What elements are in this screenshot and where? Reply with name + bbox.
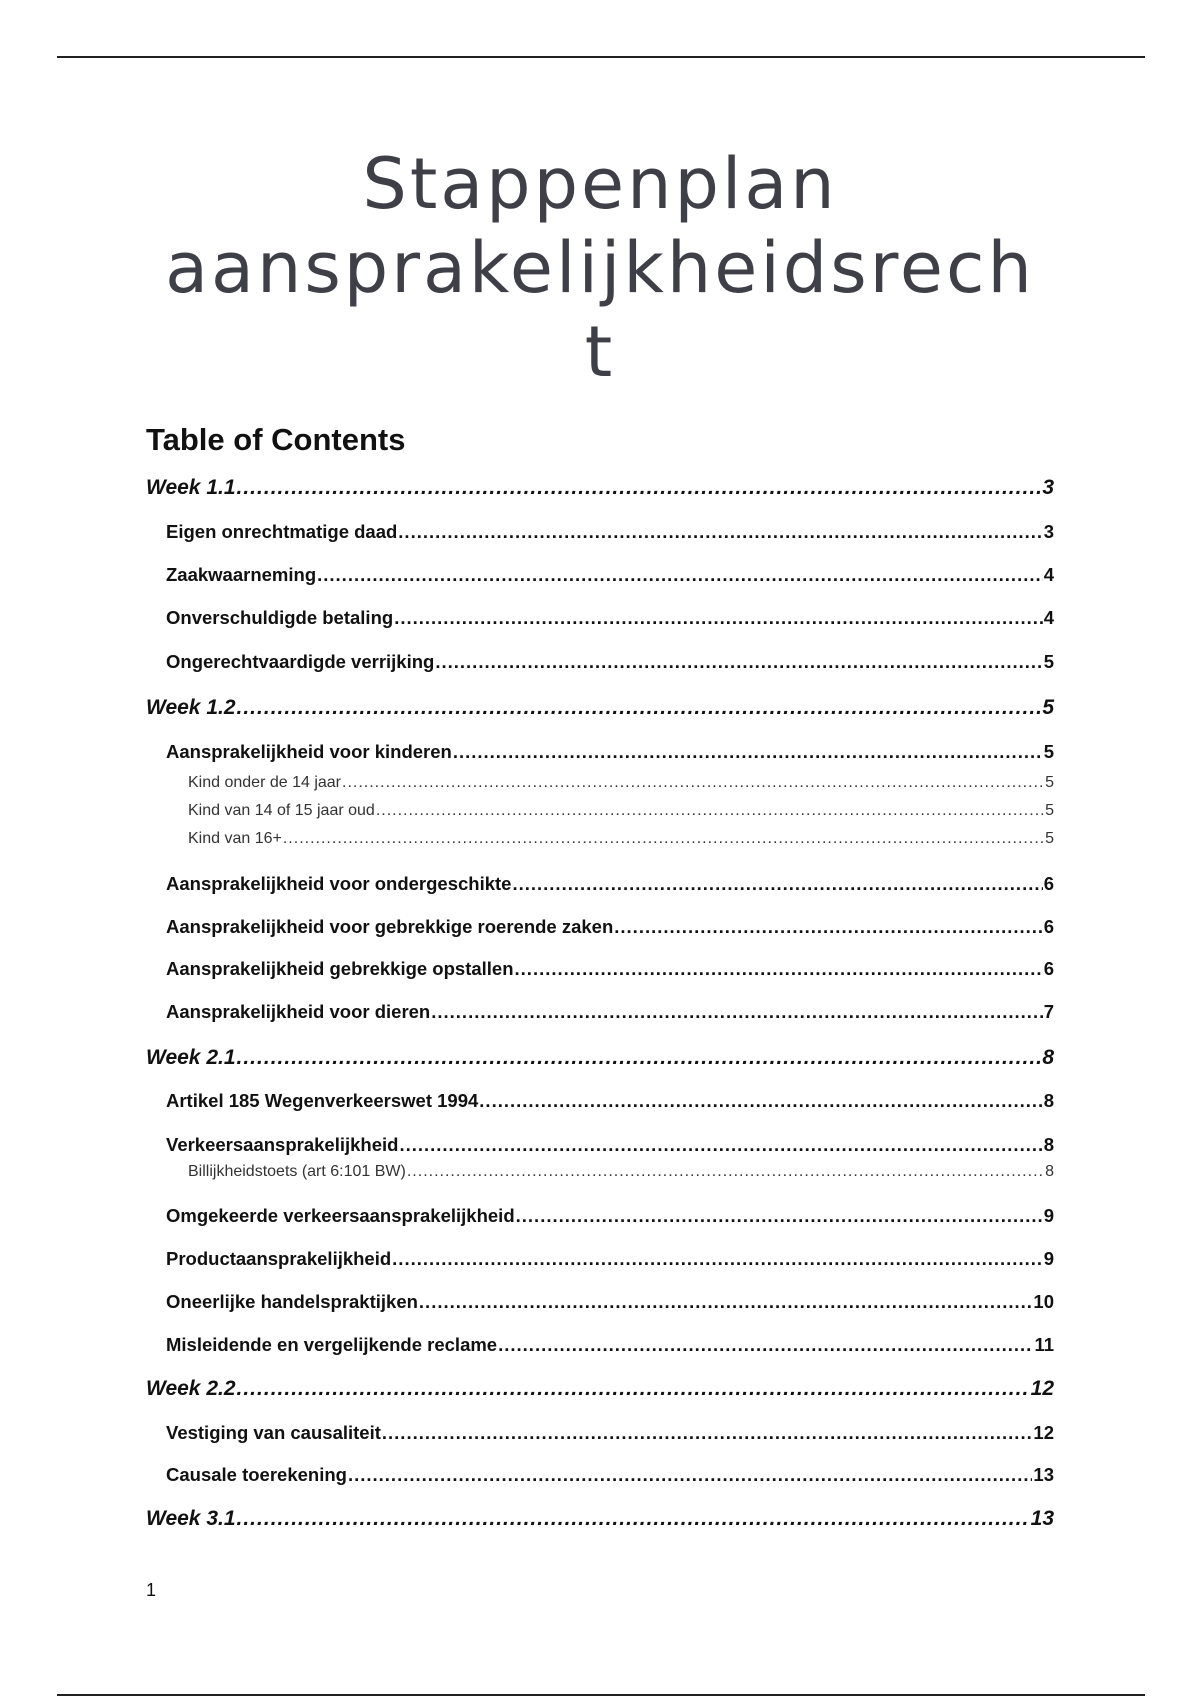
- toc-entry[interactable]: [166, 1422, 1054, 1444]
- document-title: [130, 142, 1070, 394]
- toc-entry-page: 8: [1045, 1163, 1054, 1180]
- toc-heading: Table of Contents: [146, 422, 406, 457]
- toc-entry-page: 12: [1030, 1377, 1054, 1400]
- toc-entry-label: Week 1.2: [146, 696, 236, 719]
- toc-dot-leader: [498, 1334, 1033, 1356]
- toc-entry[interactable]: [166, 741, 1054, 763]
- toc-entry-page: 5: [1045, 774, 1054, 791]
- toc-entry-label: Misleidende en vergelijkende reclame: [166, 1334, 498, 1355]
- toc-dot-leader: [431, 1001, 1042, 1023]
- toc-entry-page: 12: [1033, 1422, 1054, 1443]
- toc-entry-label: Week 2.2: [146, 1377, 236, 1400]
- toc-entry[interactable]: [166, 916, 1054, 938]
- toc-entry-page: 5: [1045, 802, 1054, 819]
- toc-dot-leader: [512, 873, 1042, 895]
- toc-dot-leader: [394, 607, 1043, 629]
- toc-entry-page: 13: [1030, 1507, 1054, 1530]
- toc-entry-label: Vestiging van causaliteit: [166, 1422, 381, 1443]
- toc-entry[interactable]: [166, 1001, 1054, 1023]
- title-line-3: t: [584, 311, 616, 393]
- toc-entry-label: Aansprakelijkheid voor dieren: [166, 1001, 431, 1022]
- toc-entry-label: Onverschuldigde betaling: [166, 607, 394, 628]
- toc-entry[interactable]: [166, 607, 1054, 629]
- toc-dot-leader: [348, 1464, 1032, 1486]
- toc-entry[interactable]: [166, 651, 1054, 673]
- toc-entry-page: 6: [1043, 958, 1054, 979]
- toc-entry[interactable]: [166, 958, 1054, 980]
- toc-entry-label: Verkeersaansprakelijkheid: [166, 1134, 399, 1155]
- toc-dot-leader: [398, 521, 1042, 543]
- title-line-2: aansprakelijkheidsrech: [165, 227, 1035, 309]
- toc-entry-page: 8: [1043, 1134, 1054, 1155]
- footer-rule: [57, 1694, 1145, 1696]
- toc-dot-leader: [342, 774, 1044, 792]
- toc-entry-label: Omgekeerde verkeersaansprakelijkheid: [166, 1205, 515, 1226]
- toc-entry-page: 5: [1043, 741, 1054, 762]
- page-number: 1: [146, 1580, 157, 1600]
- toc-entry-page: 6: [1043, 916, 1054, 937]
- toc-entry-label: Week 1.1: [146, 476, 236, 499]
- toc-dot-leader: [399, 1134, 1042, 1156]
- toc-dot-leader: [435, 651, 1042, 673]
- toc-entry-label: Billijkheidstoets (art 6:101 BW): [188, 1163, 406, 1180]
- toc-entry-page: 8: [1042, 1046, 1054, 1069]
- toc-dot-leader: [515, 958, 1043, 980]
- toc-entry-label: Week 3.1: [146, 1507, 236, 1530]
- toc-dot-leader: [419, 1291, 1033, 1313]
- toc-entry-label: Aansprakelijkheid gebrekkige opstallen: [166, 958, 514, 979]
- toc-dot-leader: [453, 741, 1043, 763]
- toc-entry[interactable]: [166, 1334, 1054, 1356]
- toc-entry-page: 8: [1043, 1090, 1054, 1111]
- toc-entry[interactable]: [146, 1377, 1054, 1401]
- toc-entry[interactable]: [188, 1163, 1054, 1181]
- toc-entry[interactable]: [188, 802, 1054, 820]
- toc-entry[interactable]: [166, 873, 1054, 895]
- toc-entry[interactable]: [146, 696, 1054, 720]
- toc-entry-label: Kind van 14 of 15 jaar oud: [188, 802, 375, 819]
- toc-entry[interactable]: [166, 1291, 1054, 1313]
- toc-entry-page: 9: [1043, 1248, 1054, 1269]
- toc-entry-page: 5: [1045, 830, 1054, 847]
- toc-entry[interactable]: [188, 830, 1054, 848]
- toc-dot-leader: [479, 1090, 1042, 1112]
- toc-entry[interactable]: [166, 1090, 1054, 1112]
- toc-entry[interactable]: [188, 774, 1054, 792]
- toc-entry-label: Week 2.1: [146, 1046, 236, 1069]
- toc-entry[interactable]: [166, 1248, 1054, 1270]
- toc-entry-page: 3: [1042, 476, 1054, 499]
- toc-entry-page: 5: [1043, 651, 1054, 672]
- toc-dot-leader: [283, 830, 1044, 848]
- toc-dot-leader: [516, 1205, 1043, 1227]
- toc-dot-leader: [376, 802, 1044, 820]
- toc-entry-page: 11: [1034, 1334, 1054, 1355]
- toc-entry-label: Aansprakelijkheid voor ondergeschikte: [166, 873, 512, 894]
- toc-dot-leader: [614, 916, 1042, 938]
- toc-entry-page: 7: [1043, 1001, 1054, 1022]
- toc-entry-page: 4: [1043, 607, 1054, 628]
- toc-dot-leader: [237, 1377, 1030, 1401]
- toc-entry-page: 3: [1043, 521, 1054, 542]
- toc-entry[interactable]: [166, 521, 1054, 543]
- toc-dot-leader: [392, 1248, 1043, 1270]
- toc-entry[interactable]: [166, 1205, 1054, 1227]
- header-rule: [57, 56, 1145, 58]
- toc-entry[interactable]: [166, 564, 1054, 586]
- toc-entry[interactable]: [166, 1134, 1054, 1156]
- toc-dot-leader: [237, 696, 1042, 720]
- toc-dot-leader: [382, 1422, 1033, 1444]
- toc-dot-leader: [237, 1046, 1042, 1070]
- toc-entry-label: Zaakwaarneming: [166, 564, 317, 585]
- toc-entry-label: Causale toerekening: [166, 1464, 347, 1485]
- toc-entry[interactable]: [146, 476, 1054, 500]
- toc-entry-label: Oneerlijke handelspraktijken: [166, 1291, 418, 1312]
- toc-dot-leader: [317, 564, 1043, 586]
- toc-entry-label: Ongerechtvaardigde verrijking: [166, 651, 435, 672]
- toc-dot-leader: [407, 1163, 1044, 1181]
- toc-entry-label: Kind onder de 14 jaar: [188, 774, 341, 791]
- toc-entry-page: 9: [1043, 1205, 1054, 1226]
- title-line-1: Stappenplan: [362, 143, 838, 225]
- toc-entry-page: 13: [1033, 1464, 1054, 1485]
- toc-entry[interactable]: [146, 1507, 1054, 1531]
- toc-entry-label: Artikel 185 Wegenverkeerswet 1994: [166, 1090, 479, 1111]
- toc-entry-page: 4: [1043, 564, 1054, 585]
- toc-dot-leader: [237, 1507, 1030, 1531]
- toc-entry-label: Aansprakelijkheid voor gebrekkige roerende zaken: [166, 916, 614, 937]
- toc-entry[interactable]: [146, 1046, 1054, 1070]
- toc-entry-page: 10: [1033, 1291, 1054, 1312]
- toc-entry-page: 5: [1042, 696, 1054, 719]
- toc-entry-label: Kind van 16+: [188, 830, 282, 847]
- toc-entry-label: Aansprakelijkheid voor kinderen: [166, 741, 452, 762]
- toc-entry[interactable]: [166, 1464, 1054, 1486]
- toc-entry-page: 6: [1043, 873, 1054, 894]
- toc-entry-label: Eigen onrechtmatige daad: [166, 521, 398, 542]
- toc-dot-leader: [237, 476, 1042, 500]
- toc-entry-label: Productaansprakelijkheid: [166, 1248, 392, 1269]
